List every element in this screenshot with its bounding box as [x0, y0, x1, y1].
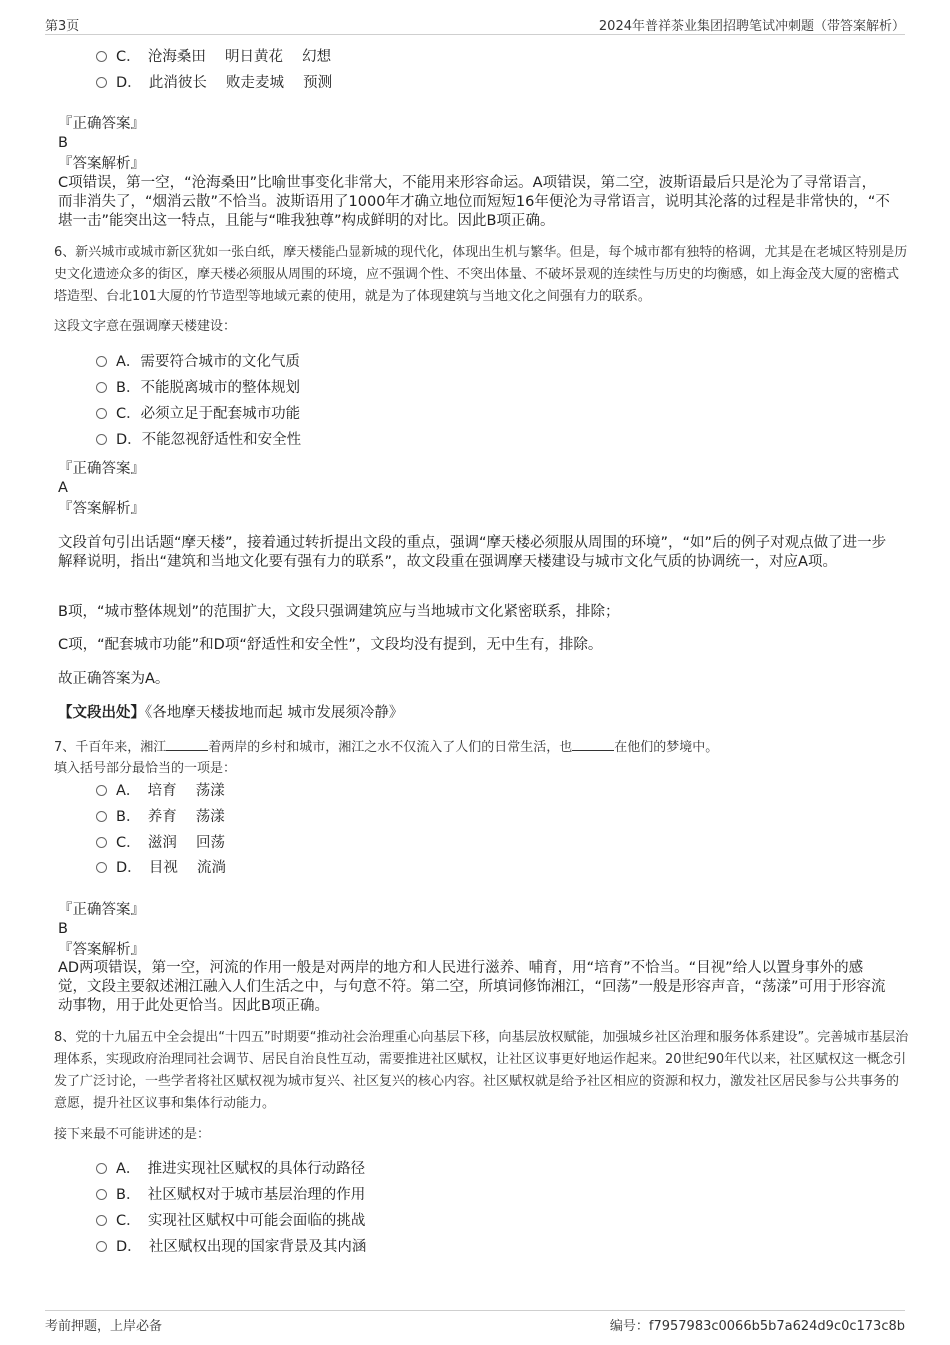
q7-stem: 填入括号部分最恰当的一项是：	[54, 761, 237, 776]
q7-analysis: AD两项错误，第一空，河流的作用一般是对两岸的地方和人民进行滋养、哺育，用“培育”不恰当。“目视”给人以置身事外的感觉，文段主要叙述湘江融入人们生活之中，与句意不符。第二空，所填词修饰湘江，“回荡”一般是形容声音，“荡漾”可用于形容流动事物，用于此处更恰当。因此B项正确。	[58, 960, 886, 1014]
radio-icon[interactable]	[96, 785, 107, 796]
q6-answer-label: 『正确答案』	[58, 461, 145, 477]
q6-question: 6、新兴城市或城市新区犹如一张白纸，摩天楼能凸显新城的现代化，体现出生机与繁华。但是，每个城市都有独特的格调，尤其是在老城区特别是历史文化遗迹众多的街区，摩天楼必须服从周围的环境，应不强调个性、不突出体量、不破坏景观的连续性与历史的均衡感，如上海金茂大厦的密檐式塔造型、台北101大厦的竹节造型等地域元素的使用，就是为了体现建筑与当地文化之间强有力的联系。	[54, 245, 908, 304]
q6-analysis-label: 『答案解析』	[58, 501, 145, 517]
q6-option-a[interactable]: A．需要符合城市的文化气质	[96, 352, 300, 372]
radio-icon[interactable]	[96, 51, 107, 62]
q6-analysis-4: 故正确答案为A。	[58, 671, 170, 687]
footer-slogan: 考前押题，上岸必备	[45, 1319, 163, 1334]
q6-analysis-3: C项，“配套城市功能”和D项“舒适性和安全性”，文段均没有提到，无中生有，排除。	[58, 637, 603, 653]
q7-option-a[interactable]: A． 培育 荡漾	[96, 781, 225, 801]
radio-icon[interactable]	[96, 1241, 107, 1252]
q5-analysis: C项错误，第一空，“沧海桑田”比喻世事变化非常大，不能用来形容命运。A项错误，第二空，波斯语最后只是沦为了寻常语言，而非消失了，“烟消云散”不恰当。波斯语用了1000年才确立地位而短短16年便沦为寻常语言，说明其沦落的过程是非常快的，“不堪一击”能突出这一特点，且能与“唯我独尊”构成鲜明的对比。因此B项正确。	[58, 175, 890, 229]
q8-option-c[interactable]: C． 实现社区赋权中可能会面临的挑战	[96, 1211, 365, 1231]
q6-stem: 这段文字意在强调摩天楼建设：	[54, 319, 237, 334]
q6-option-d[interactable]: D．不能忽视舒适性和安全性	[96, 430, 301, 450]
blank-2	[572, 738, 614, 751]
radio-icon[interactable]	[96, 77, 107, 88]
footer-serial: 编号：f7957983c0066b5b7a624d9c0c173c8b	[609, 1319, 905, 1334]
q6-analysis-2: B项，“城市整体规划”的范围扩大，文段只强调建筑应与当地城市文化紧密联系，排除；	[58, 604, 620, 620]
q6-analysis-1: 文段首句引出话题“摩天楼”，接着通过转折提出文段的重点，强调“摩天楼必须服从周围的环境”，“如”后的例子对观点做了进一步解释说明，指出“建筑和当地文化要有强有力的联系”，故文段重在强调摩天楼建设与城市文化气质的协调统一，对应A项。	[58, 535, 887, 570]
q5-option-c[interactable]: C． 沧海桑田 明日黄花 幻想	[96, 47, 331, 67]
radio-icon[interactable]	[96, 1215, 107, 1226]
source-label: 【文段出处】	[58, 705, 145, 721]
source-title: 《各地摩天楼拔地而起 城市发展须冷静》	[145, 705, 404, 721]
q8-option-a[interactable]: A． 推进实现社区赋权的具体行动路径	[96, 1159, 365, 1179]
q6-source	[58, 704, 890, 723]
blank-1	[166, 738, 208, 751]
q8-option-d[interactable]: D． 社区赋权出现的国家背景及其内涵	[96, 1237, 366, 1257]
q8-question: 8、党的十九届五中全会提出“十四五”时期要“推动社会治理重心向基层下移，向基层放权赋能，加强城乡社区治理和服务体系建设”。完善城市基层治理体系，实现政府治理同社会调节、居民自治良性互动，需要推进社区赋权，让社区议事更好地运作起来。20世纪90年代以来，社区赋权这一概念引发了广泛讨论，一些学者将社区赋权视为城市复兴、社区复兴的核心内容。社区赋权就是给予社区相应的资源和权力，激发社区居民参与公共事务的意愿，提升社区议事和集体行动能力。	[54, 1030, 909, 1111]
radio-icon[interactable]	[96, 434, 107, 445]
q8-option-b[interactable]: B． 社区赋权对于城市基层治理的作用	[96, 1185, 365, 1205]
q7-option-c[interactable]: C． 滋润 回荡	[96, 833, 225, 853]
page-header	[45, 14, 905, 35]
q5-option-d[interactable]: D． 此消彼长 败走麦城 预测	[96, 73, 332, 93]
page-number: 第3页	[45, 19, 80, 34]
q5-answer: B	[58, 135, 68, 151]
q7-question: 7、千百年来，湘江 着两岸的乡村和城市，湘江之水不仅流入了人们的日常生活，也 在他们的梦境中。	[54, 740, 719, 755]
q7-option-b[interactable]: B． 养育 荡漾	[96, 807, 225, 827]
q6-option-b[interactable]: B．不能脱离城市的整体规划	[96, 378, 300, 398]
radio-icon[interactable]	[96, 1189, 107, 1200]
radio-icon[interactable]	[96, 862, 107, 873]
radio-icon[interactable]	[96, 408, 107, 419]
radio-icon[interactable]	[96, 811, 107, 822]
radio-icon[interactable]	[96, 1163, 107, 1174]
q6-answer: A	[58, 480, 68, 496]
page-footer	[45, 1310, 905, 1334]
document-title: 2024年普祥茶业集团招聘笔试冲刺题（带答案解析）	[598, 19, 905, 34]
radio-icon[interactable]	[96, 382, 107, 393]
q5-answer-label: 『正确答案』	[58, 116, 145, 132]
q8-stem: 接下来最不可能讲述的是：	[54, 1127, 211, 1142]
q7-answer-label: 『正确答案』	[58, 902, 145, 918]
q6-option-c[interactable]: C．必须立足于配套城市功能	[96, 404, 300, 424]
radio-icon[interactable]	[96, 837, 107, 848]
q7-option-d[interactable]: D． 目视 流淌	[96, 858, 226, 878]
q7-analysis-label: 『答案解析』	[58, 942, 145, 958]
q5-analysis-label: 『答案解析』	[58, 156, 145, 172]
q7-answer: B	[58, 921, 68, 937]
radio-icon[interactable]	[96, 356, 107, 367]
